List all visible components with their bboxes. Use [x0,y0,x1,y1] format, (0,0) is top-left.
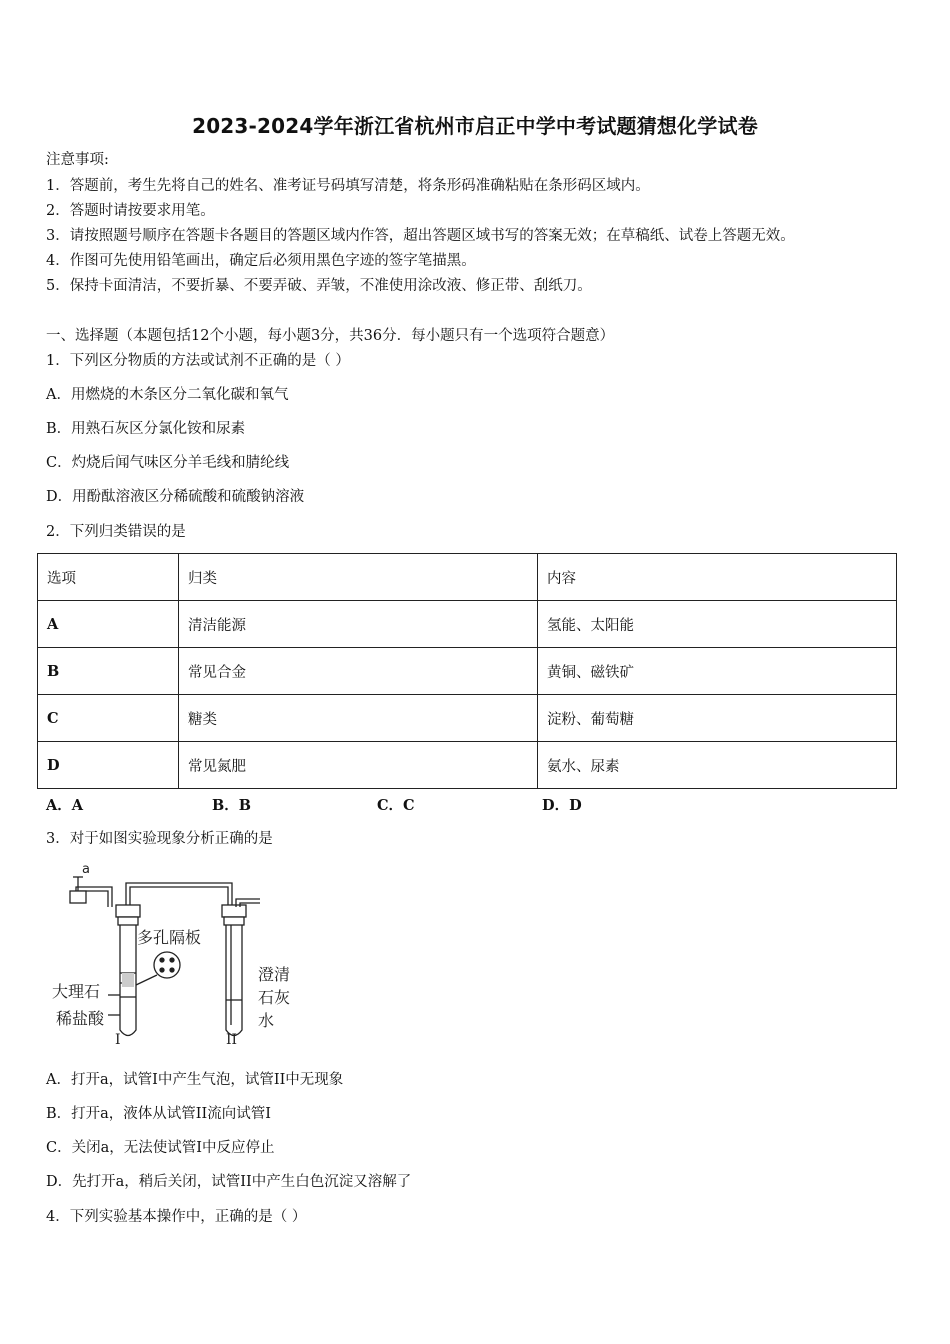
question-2-option-a: A．A [46,797,84,814]
notice-item: 4．作图可先使用铅笔画出，确定后必须用黑色字迹的签字笔描黑。 [46,253,476,269]
table-cell: 常见氮肥 [179,742,538,789]
table-cell: D [38,742,179,789]
figure-label-porous-plate: 多孔隔板 [137,928,202,947]
figure-label-limewater-2: 石灰 [258,988,291,1007]
table-cell: C [38,695,179,742]
table-cell: B [38,648,179,695]
question-3-option-c: C．关闭a，无法使试管I中反应停止 [46,1140,275,1156]
question-1-option-a: A．用燃烧的木条区分二氧化碳和氧气 [46,387,289,403]
question-2-option-c: C．C [377,797,415,814]
table-row [38,695,897,742]
table-cell: 黄铜、磁铁矿 [538,648,897,695]
exam-title: 2023-2024学年浙江省杭州市启正中学中考试题猜想化学试卷 [192,114,758,138]
figure-label-tube-1: I [115,1032,121,1048]
figure-label-acid: 稀盐酸 [56,1009,105,1028]
question-2-stem: 2．下列归类错误的是 [46,524,186,540]
question-3-option-b: B．打开a，液体从试管II流向试管I [46,1106,271,1122]
table-cell: 常见合金 [179,648,538,695]
table-header-cell: 选项 [38,554,179,601]
figure-label-marble: 大理石 [52,982,101,1001]
section-heading: 一、选择题（本题包括12个小题，每小题3分，共36分．每小题只有一个选项符合题意） [46,328,615,344]
figure-label-limewater-3: 水 [258,1011,275,1030]
table-cell: 淀粉、葡萄糖 [538,695,897,742]
table-cell: 清洁能源 [179,601,538,648]
question-1-option-b: B．用熟石灰区分氯化铵和尿素 [46,421,246,437]
notice-item: 3．请按照题号顺序在答题卡各题目的答题区域内作答，超出答题区域书写的答案无效；在草稿纸、试卷上答题无效。 [46,228,795,244]
notice-heading: 注意事项: [46,152,109,168]
figure-label-a: a [82,862,90,877]
question-3-option-d: D．先打开a，稍后关闭，试管II中产生白色沉淀又溶解了 [46,1174,412,1190]
notice-item: 5．保持卡面清洁，不要折暴、不要弄破、弄皱，不准使用涂改液、修正带、刮纸刀。 [46,278,592,294]
table-row [38,742,897,789]
table-header-cell: 内容 [538,554,897,601]
figure-label-limewater-1: 澄清 [258,965,291,984]
question-1-stem: 1．下列区分物质的方法或试剂不正确的是（ ） [46,353,350,369]
question-1-option-c: C．灼烧后闻气味区分羊毛线和腈纶线 [46,455,290,471]
question-2-option-d: D．D [542,797,582,814]
question-4-stem: 4．下列实验基本操作中，正确的是（ ） [46,1209,307,1225]
table-cell: A [38,601,179,648]
classification-table [37,553,897,789]
question-3-stem: 3．对于如图实验现象分析正确的是 [46,831,273,847]
experiment-apparatus-figure [40,855,320,1055]
table-row [38,648,897,695]
table-cell: 糖类 [179,695,538,742]
table-cell: 氢能、太阳能 [538,601,897,648]
table-header-cell: 归类 [179,554,538,601]
notice-item: 2．答题时请按要求用笔。 [46,203,215,219]
question-1-option-d: D．用酚酞溶液区分稀硫酸和硫酸钠溶液 [46,489,305,505]
notice-item: 1．答题前，考生先将自己的姓名、准考证号码填写清楚，将条形码准确粘贴在条形码区域内。 [46,178,650,194]
question-2-option-b: B．B [212,797,252,814]
table-cell: 氨水、尿素 [538,742,897,789]
figure-label-tube-2: II [226,1032,238,1048]
question-3-option-a: A．打开a，试管I中产生气泡，试管II中无现象 [46,1072,344,1088]
table-row [38,601,897,648]
table-header-row [38,554,897,601]
